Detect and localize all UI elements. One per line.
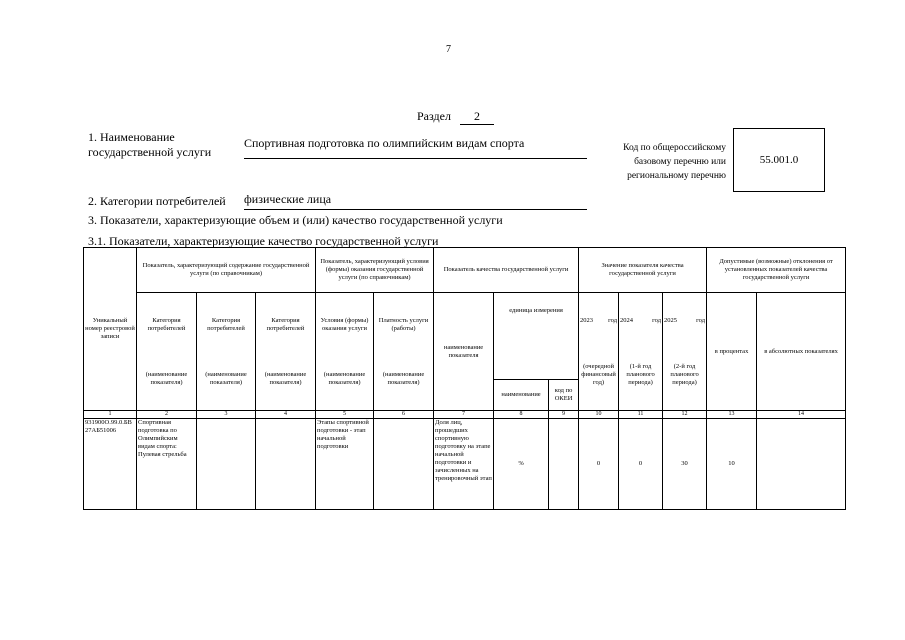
header-payment: Платность услуги (работы) (наименование показателя)	[374, 293, 434, 411]
header-quality-indicator: Показатель качества государственной услуги	[434, 248, 579, 293]
code-label: Код по общероссийскому базовому перечню или региональному перечню	[623, 143, 726, 181]
category-cell-empty	[197, 419, 256, 510]
header-category-2: Категория потребителей (наименование показателя)	[197, 293, 256, 411]
column-number: 10	[579, 411, 619, 419]
section-heading	[417, 109, 494, 125]
header-allowed-deviations: Допустимые (возможные) отклонения от установленных показателей качества государственной услуги	[707, 248, 846, 293]
column-number: 5	[316, 411, 374, 419]
page-number: 7	[446, 44, 451, 55]
table-row	[84, 419, 846, 510]
deviation-absolute-cell-empty	[757, 419, 846, 510]
column-number: 13	[707, 411, 757, 419]
header-unit-okei: код по ОКЕИ	[549, 380, 579, 411]
section-number: 2	[460, 109, 494, 125]
column-number: 9	[549, 411, 579, 419]
service-name-value: Спортивная подготовка по олимпийским видам спорта	[244, 136, 587, 159]
header-content-indicator: Показатель, характеризующий содержание государственной услуги (по справочникам)	[137, 248, 316, 293]
column-number: 12	[663, 411, 707, 419]
column-number: 11	[619, 411, 663, 419]
category-cell: Спортивная подготовка по Олимпийским видам спорта: Пулевая стрельба	[137, 419, 197, 510]
value-2023-cell: 0	[579, 419, 619, 510]
header-category-1: Категория потребителей (наименование показателя)	[137, 293, 197, 411]
header-conditions-indicator: Показатель, характеризующий условия (формы) оказания государственной услуги (по справочникам)	[316, 248, 434, 293]
unit-cell: %	[494, 419, 549, 510]
header-unit: единица измерения	[494, 293, 579, 380]
value-2025-cell: 30	[663, 419, 707, 510]
registry-number-cell: 931900О.99.0.БВ27АБ51006	[84, 419, 137, 510]
header-unit-name: наименование	[494, 380, 549, 411]
code-value: 55.001.0	[759, 154, 799, 166]
code-box	[733, 128, 825, 192]
indicator-name-cell: Доля лиц, прошедших спортивную подготовку на этапе начальной подготовки и зачисленных на тренировочный этап	[434, 419, 494, 510]
header-category-3: Категория потребителей (наименование показателя)	[256, 293, 316, 411]
consumers-value: физические лица	[244, 192, 587, 210]
column-number: 6	[374, 411, 434, 419]
section-label: Раздел	[417, 109, 451, 123]
header-deviation-percent: в процентах	[707, 293, 757, 411]
header-deviation-absolute: в абсолютных показателях	[757, 293, 846, 411]
column-number: 1	[84, 411, 137, 419]
conditions-cell: Этапы спортивной подготовки - этап начальной подготовки	[316, 419, 374, 510]
quality-indicators-heading: 3.1. Показатели, характеризующие качество государственной услуги	[88, 234, 439, 248]
okei-cell-empty	[549, 419, 579, 510]
header-year-2023: 2023 год (очередной финансовый год)	[579, 293, 619, 411]
indicators-heading: 3. Показатели, характеризующие объем и (или) качество государственной услуги	[88, 213, 503, 227]
header-indicator-name: наименование показателя	[434, 293, 494, 411]
service-name-label: 1. Наименование государственной услуги	[88, 130, 212, 159]
column-number: 4	[256, 411, 316, 419]
payment-cell-empty	[374, 419, 434, 510]
column-number: 8	[494, 411, 549, 419]
column-number: 3	[197, 411, 256, 419]
header-registry-number: Уникальный номер реестровой записи	[84, 248, 137, 411]
consumers-label: 2. Категории потребителей	[88, 194, 226, 208]
deviation-percent-cell: 10	[707, 419, 757, 510]
column-number: 7	[434, 411, 494, 419]
header-indicator-value: Значение показателя качества государственной услуги	[579, 248, 707, 293]
header-year-2024: 2024 год (1-й год планового периода)	[619, 293, 663, 411]
column-number: 14	[757, 411, 846, 419]
value-2024-cell: 0	[619, 419, 663, 510]
quality-indicators-table	[83, 247, 846, 510]
column-number: 2	[137, 411, 197, 419]
header-year-2025: 2025 год (2-й год планового периода)	[663, 293, 707, 411]
header-conditions: Условия (формы) оказания услуги (наименование показателя)	[316, 293, 374, 411]
category-cell-empty	[256, 419, 316, 510]
